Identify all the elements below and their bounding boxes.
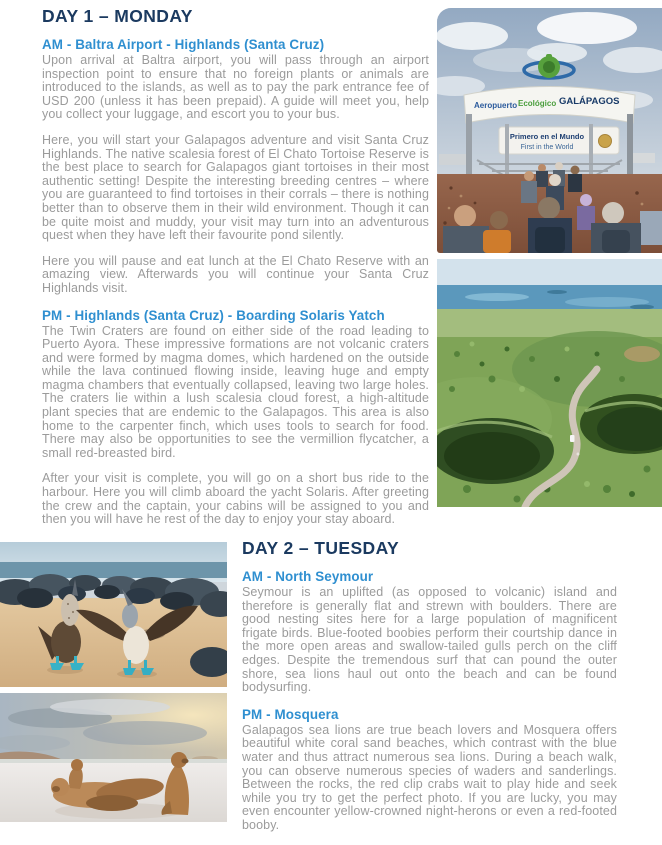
airport-sign-word-ecologico: Ecológico xyxy=(518,99,557,108)
airport-sign-line3: First in the World xyxy=(520,144,574,151)
day2-am-heading: AM - North Seymour xyxy=(242,569,374,584)
boobies-illustration xyxy=(0,542,227,687)
day1-am-heading: AM - Baltra Airport - Highlands (Santa Cruz) xyxy=(42,37,325,52)
day1-title: DAY 1 – MONDAY xyxy=(42,6,193,26)
airport-sign-word-galapagos: GALÁPAGOS xyxy=(559,96,620,107)
day2-am-paragraph-1: Seymour is an uplifted (as opposed to volcanic) island and therefore is generally flat and strewn with boulders. There are good nesting sites here for a large population of magnificent frigate birds. Blue-footed boobies perform their courtship dance in the more open areas and swallow-tailed gulls perch on the cliff edges. Despite the tremendous surf that can pound the outer shore, sea lions haul out onto the beach and can be found bodysurfing. xyxy=(242,585,617,695)
day1-pm-paragraph-1: The Twin Craters are found on either side of the road leading to Puerto Ayora. These impressive formations are not volcanic craters and were formed by magma domes, which hardened on the outside while the lava continued flowing inside, leaving huge and empty magma chambers that eventually collapsed, leaving two large holes. The craters lie within a lush scalesia cloud forest, a high-altitude plant species that are endemic to the Galapagos. This area is also home to the carpenter finch, which uses tools to search for food. There may also be opportunities to see the vermillion flycatcher, a small red-breasted bird. xyxy=(42,323,429,460)
photo-sea-lions-beach xyxy=(0,693,227,822)
aerial-illustration xyxy=(437,259,662,507)
photo-blue-footed-boobies xyxy=(0,542,227,687)
day2-pm-heading: PM - Mosquera xyxy=(242,706,339,722)
day2-pm-paragraph-1: Galapagos sea lions are true beach lovers and Mosquera offers beautiful white coral sand beaches, which contrast with the blue water and thus attract numerous sea lions. During a beach walk, you can observe numerous species of waders and sanderlings. Between the rocks, the red clip crabs wait to play hide and seek while you try to get the perfect photo. If you are lucky, you may even encounter yellow-crowned night-herons or even a red-footed booby. xyxy=(242,722,617,832)
sealions-illustration xyxy=(0,693,227,822)
day1-pm-heading: PM - Highlands (Santa Cruz) - Boarding Solaris Yatch xyxy=(42,307,385,323)
day1-am-paragraph-2: Here, you will start your Galapagos adventure and visit Santa Cruz Highlands. The native scalesia forest of El Chato Tortoise Reserve is the best place to search for Galapagos giant tortoises in their most authentic setting! Despite the interesting breeding centres – where you are guaranteed to find tortoises in their corrals – there is nothing better than to observe them in their wild environment. Though it can be quite moist and muddy, your visit may turn into an adventurous quest when they have left their favourite pond silently. xyxy=(42,132,429,243)
day2-title: DAY 2 – TUESDAY xyxy=(242,538,400,558)
photo-twin-craters-aerial xyxy=(437,259,662,507)
airport-sign-line2: Primero en el Mundo xyxy=(509,132,585,141)
day1-am-paragraph-3: Here you will pause and eat lunch at the El Chato Reserve with an amazing view. Afterwards you will continue your Santa Cruz Highlands visit. xyxy=(42,253,429,295)
day1-section xyxy=(42,6,429,539)
day2-section xyxy=(242,538,617,845)
photo-airport-entrance xyxy=(437,8,662,253)
airport-illustration xyxy=(437,8,662,253)
airport-sign-word-aeropuerto: Aeropuerto xyxy=(474,101,518,110)
day1-am-paragraph-1: Upon arrival at Baltra airport, you will pass through an airport inspection point to ensure that no foreign plants or animals are introduced to the islands, as well as to pay the park entrance fee of USD 200 (unless it has been prepaid). A guide will meet you, help you collect your luggage, and escort you to your bus. xyxy=(42,53,429,122)
day1-pm-paragraph-2: After your visit is complete, you will go on a short bus ride to the harbour. Here you will climb aboard the yacht Solaris. After greeting the crew and the captain, your cabins will be assigned to you and then you will have he rest of the day to enjoy your stay aboard. xyxy=(42,471,429,527)
